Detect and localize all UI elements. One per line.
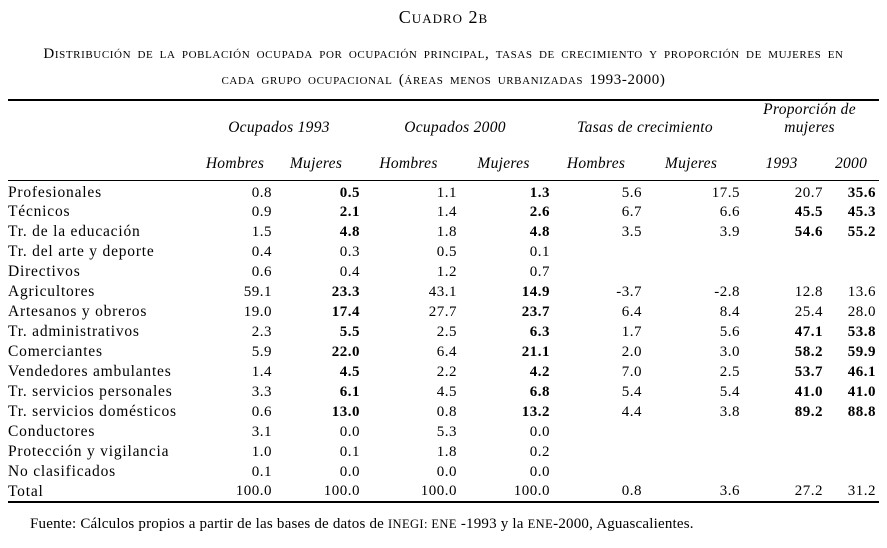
row-label: Comerciantes — [8, 343, 103, 360]
data-cell — [740, 262, 823, 282]
row-label: Tr. del arte y deporte — [8, 243, 155, 260]
col-header-hombres-1993: Hombres — [198, 139, 272, 181]
data-cell: 4.5 — [436, 383, 458, 400]
data-cell: 1.4 — [436, 203, 458, 220]
table-row — [8, 362, 879, 382]
table-row — [8, 302, 879, 322]
data-cell — [642, 462, 740, 482]
source-note — [8, 516, 879, 533]
data-cell: 3.0 — [719, 343, 741, 360]
data-cell: 2.5 — [719, 363, 741, 380]
table-row — [8, 322, 879, 342]
data-cell: 27.7 — [428, 303, 458, 320]
data-cell: 100.0 — [235, 483, 272, 499]
data-cell: 41.0 — [794, 383, 824, 400]
data-cell: 0.9 — [251, 203, 272, 220]
data-cell — [550, 422, 642, 442]
group-header-tasas-crecimiento: Tasas de crecimiento — [577, 119, 713, 136]
data-cell: 0.8 — [251, 184, 272, 201]
data-cell: 0.4 — [251, 243, 272, 260]
data-cell: 35.6 — [847, 184, 877, 201]
data-cell — [740, 442, 823, 462]
data-cell: -3.7 — [616, 283, 643, 300]
data-cell: 0.3 — [339, 243, 361, 260]
table-row — [8, 382, 879, 402]
data-cell: 0.1 — [251, 463, 272, 480]
row-label: Conductores — [8, 423, 96, 440]
data-cell: 17.4 — [331, 303, 361, 320]
data-cell: 1.5 — [251, 223, 272, 240]
data-cell: 1.4 — [251, 363, 272, 380]
row-label: No clasificados — [8, 463, 116, 480]
page-title: Cuadro 2b — [398, 7, 489, 27]
data-cell — [642, 242, 740, 262]
data-cell — [740, 242, 823, 262]
col-header-tasas-mujeres: Mujeres — [642, 139, 740, 181]
data-cell: 17.5 — [711, 184, 741, 201]
data-cell: 0.8 — [436, 403, 458, 420]
data-cell: 1.2 — [436, 263, 458, 280]
col-header-tasas-hombres: Hombres — [550, 139, 642, 181]
col-header-prop-2000: 2000 — [823, 139, 879, 181]
data-cell: 12.8 — [794, 283, 824, 300]
data-cell: 2.1 — [339, 203, 361, 220]
data-cell: 1.0 — [251, 443, 272, 460]
data-cell — [823, 262, 879, 282]
data-cell: 0.1 — [339, 443, 361, 460]
col-header-mujeres-1993: Mujeres — [272, 139, 360, 181]
data-cell: 1.8 — [436, 443, 458, 460]
data-cell — [823, 462, 879, 482]
data-cell: 6.1 — [339, 383, 361, 400]
data-cell: 23.7 — [521, 303, 551, 320]
data-cell: 100.0 — [420, 483, 458, 499]
row-label: Agricultores — [8, 283, 96, 300]
data-cell: 7.0 — [621, 363, 643, 380]
data-cell: 5.9 — [251, 343, 272, 360]
table-row — [8, 242, 879, 262]
data-cell: 6.3 — [529, 323, 551, 340]
data-cell: 14.9 — [521, 283, 551, 300]
data-cell: 54.6 — [794, 223, 824, 240]
source-acronym-ene: ENE — [527, 517, 554, 531]
data-cell: 53.7 — [794, 363, 824, 380]
group-header-proporcion-mujeres: Proporción de mujeres — [763, 101, 856, 136]
group-header-ocupados-1993: Ocupados 1993 — [228, 119, 330, 136]
data-cell: 0.1 — [529, 243, 551, 260]
data-cell: 28.0 — [847, 303, 877, 320]
group-header-ocupados-2000: Ocupados 2000 — [404, 119, 506, 136]
data-cell: 0.5 — [436, 243, 458, 260]
table-body — [8, 181, 879, 503]
data-cell: 4.4 — [621, 403, 643, 420]
data-cell: 3.8 — [719, 403, 741, 420]
data-cell: 0.8 — [621, 483, 643, 499]
data-cell — [550, 262, 642, 282]
data-cell: 4.8 — [339, 223, 361, 240]
data-cell: 46.1 — [847, 363, 877, 380]
data-cell: 0.0 — [529, 463, 551, 480]
data-cell: 4.5 — [339, 363, 361, 380]
data-cell: 4.2 — [529, 363, 551, 380]
row-label: Artesanos y obreros — [8, 303, 148, 320]
data-cell: 25.4 — [794, 303, 824, 320]
source-text: Fuente: Cálculos propios a partir de las bases de datos de — [30, 516, 388, 532]
data-cell: 6.4 — [621, 303, 643, 320]
data-cell: 0.2 — [529, 443, 551, 460]
data-cell: 2.2 — [436, 363, 458, 380]
data-cell: 13.2 — [521, 403, 551, 420]
data-cell — [740, 422, 823, 442]
data-cell: 4.8 — [529, 223, 551, 240]
data-cell: 43.1 — [428, 283, 458, 300]
data-cell: 59.1 — [243, 283, 272, 300]
data-cell — [642, 442, 740, 462]
data-cell — [823, 242, 879, 262]
data-cell: 6.8 — [529, 383, 551, 400]
data-cell: 13.6 — [847, 283, 877, 300]
row-label: Tr. servicios domésticos — [8, 403, 177, 420]
data-cell: 47.1 — [794, 323, 824, 340]
data-cell: 2.0 — [621, 343, 643, 360]
table-row — [8, 282, 879, 302]
table-row — [8, 482, 879, 502]
data-cell: 6.4 — [436, 343, 458, 360]
data-cell: 0.0 — [529, 423, 551, 440]
table-row — [8, 422, 879, 442]
data-cell: 2.3 — [251, 323, 272, 340]
data-cell: 89.2 — [794, 403, 824, 420]
data-cell: -2.8 — [714, 283, 741, 300]
corner-cell — [8, 100, 198, 139]
data-cell: 6.6 — [719, 203, 741, 220]
data-cell: 0.5 — [339, 184, 361, 201]
data-cell: 0.0 — [339, 423, 361, 440]
corner-cell — [8, 139, 198, 181]
col-header-mujeres-2000: Mujeres — [457, 139, 550, 181]
data-cell: 13.0 — [331, 403, 361, 420]
col-header-prop-1993: 1993 — [740, 139, 823, 181]
row-label: Protección y vigilancia — [8, 443, 170, 460]
data-cell — [823, 422, 879, 442]
table-row — [8, 342, 879, 362]
data-cell: 3.9 — [719, 223, 741, 240]
data-cell: 55.2 — [847, 223, 877, 240]
row-label: Vendedores ambulantes — [8, 363, 172, 380]
data-cell — [740, 462, 823, 482]
data-cell: 0.7 — [529, 263, 551, 280]
data-cell: 41.0 — [847, 383, 877, 400]
row-label: Profesionales — [8, 184, 102, 201]
table-subtitle — [8, 41, 879, 93]
data-cell — [642, 422, 740, 442]
data-cell: 6.7 — [621, 203, 643, 220]
data-cell — [550, 442, 642, 462]
data-cell: 5.3 — [436, 423, 458, 440]
occupations-table — [8, 99, 879, 503]
table-row — [8, 222, 879, 242]
data-cell: 1.1 — [436, 184, 458, 201]
source-text: -2000, Aguascalientes. — [553, 516, 694, 532]
data-cell: 0.0 — [339, 463, 361, 480]
row-label: Directivos — [8, 263, 81, 280]
data-cell: 31.2 — [847, 483, 877, 499]
data-cell: 5.4 — [719, 383, 741, 400]
subtitle-line-1: Distribución de la población ocupada por ocupación principal, tasas de crecimiento y proporción de mujeres en — [43, 46, 844, 62]
data-cell: 88.8 — [847, 403, 877, 420]
data-cell: 0.6 — [251, 403, 272, 420]
data-cell: 59.9 — [847, 343, 877, 360]
data-cell — [642, 262, 740, 282]
data-cell — [550, 242, 642, 262]
data-cell: 3.5 — [621, 223, 643, 240]
data-cell: 0.4 — [339, 263, 361, 280]
data-cell: 2.5 — [436, 323, 458, 340]
group-header-row — [8, 100, 879, 139]
row-label: Tr. administrativos — [8, 323, 140, 340]
table-row — [8, 402, 879, 422]
row-label: Total — [8, 482, 44, 500]
source-text: -1993 y la — [456, 516, 528, 532]
data-cell: 53.8 — [847, 323, 877, 340]
data-cell: 5.6 — [719, 323, 741, 340]
data-cell: 21.1 — [521, 343, 551, 360]
table-row — [8, 262, 879, 282]
sub-header-row — [8, 139, 879, 181]
data-cell: 0.6 — [251, 263, 272, 280]
data-cell: 1.8 — [436, 223, 458, 240]
data-cell: 23.3 — [331, 283, 361, 300]
table-row — [8, 202, 879, 222]
data-cell: 20.7 — [794, 184, 824, 201]
data-cell: 3.1 — [251, 423, 272, 440]
data-cell: 1.7 — [621, 323, 643, 340]
data-cell: 100.0 — [513, 483, 551, 499]
subtitle-line-2: cada grupo ocupacional (áreas menos urbanizadas 1993-2000) — [221, 72, 666, 88]
table-row — [8, 181, 879, 203]
data-cell: 100.0 — [323, 483, 361, 499]
data-cell — [823, 442, 879, 462]
data-cell: 3.3 — [251, 383, 272, 400]
data-cell: 5.5 — [339, 323, 361, 340]
data-cell: 5.4 — [621, 383, 643, 400]
data-cell: 45.5 — [794, 203, 824, 220]
row-label: Tr. servicios personales — [8, 383, 173, 400]
data-cell: 5.6 — [621, 184, 643, 201]
data-cell: 3.6 — [719, 483, 741, 499]
data-cell: 45.3 — [847, 203, 877, 220]
table-row — [8, 442, 879, 462]
data-cell: 19.0 — [243, 303, 272, 320]
data-cell: 22.0 — [331, 343, 361, 360]
data-cell: 8.4 — [719, 303, 741, 320]
source-acronym-inegi-ene: INEGI: ENE — [387, 517, 457, 531]
data-cell: 27.2 — [794, 483, 824, 499]
data-cell: 58.2 — [794, 343, 824, 360]
data-cell — [550, 462, 642, 482]
row-label: Técnicos — [8, 203, 71, 220]
data-cell: 1.3 — [529, 184, 551, 201]
table-row — [8, 462, 879, 482]
data-cell: 0.0 — [436, 463, 458, 480]
data-cell: 2.6 — [529, 203, 551, 220]
col-header-hombres-2000: Hombres — [360, 139, 457, 181]
row-label: Tr. de la educación — [8, 223, 141, 240]
